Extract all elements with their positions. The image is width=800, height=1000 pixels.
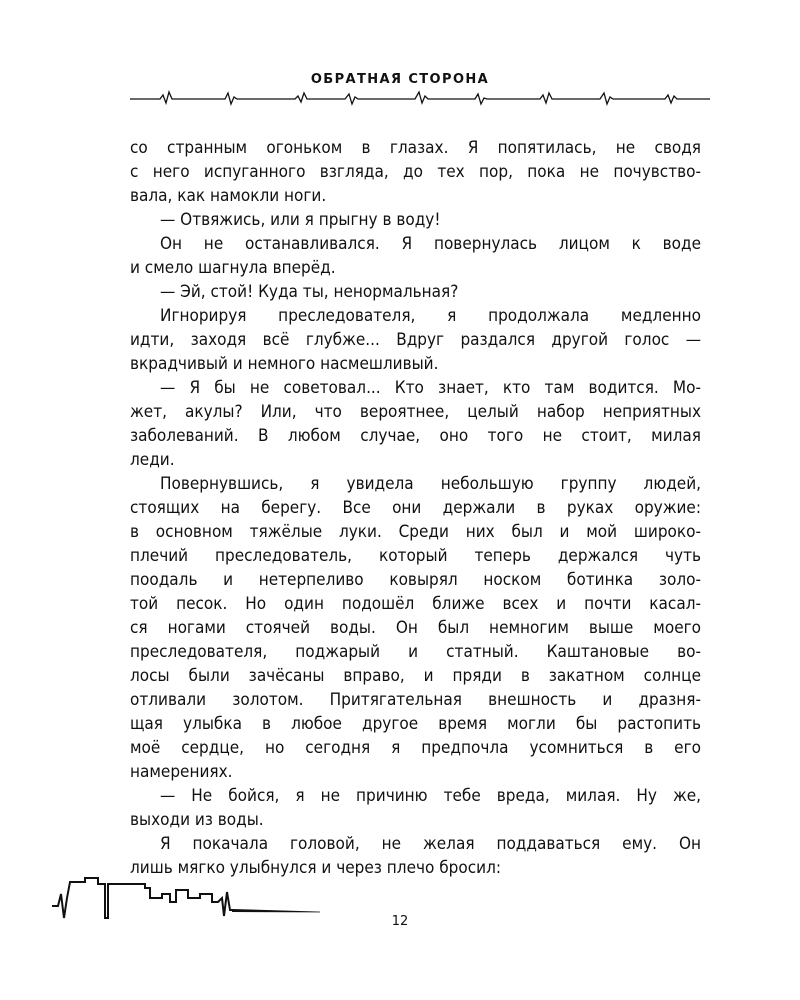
- text-line: лосы были зачёсаны вправо, и пряди в закатном солнце: [130, 666, 701, 686]
- text-line: вала, как намокли ноги.: [130, 186, 327, 206]
- text-line: преследователя, поджарый и статный. Каштановые во-: [130, 642, 701, 662]
- text-line: с него испуганного взгляда, до тех пор, пока не почувство-: [130, 162, 701, 182]
- text-line: отливали золотом. Притягательная внешность и дразня-: [130, 690, 701, 710]
- text-line: плечий преследователь, который теперь держался чуть: [130, 546, 701, 566]
- text-line: и смело шагнула вперёд.: [130, 258, 336, 278]
- text-line: моё сердце, но сегодня я предпочла усомниться в его: [130, 738, 701, 758]
- text-line: лишь мягко улыбнулся и через плечо бросил:: [130, 858, 502, 878]
- text-line: намерениях.: [130, 762, 233, 782]
- text-line: ся ногами стоячей воды. Он был немногим выше моего: [130, 618, 701, 638]
- text-line: — Я бы не советовал... Кто знает, кто там водится. Мо-: [160, 378, 701, 398]
- text-line: Он не останавливался. Я повернулась лицом к воде: [160, 234, 701, 254]
- text-line: леди.: [130, 450, 175, 470]
- text-line: Игнорируя преследователя, я продолжала медленно: [160, 306, 701, 326]
- header-heartbeat-line: [130, 86, 710, 110]
- text-line: Повернувшись, я увидела небольшую группу людей,: [160, 474, 701, 494]
- text-line: жет, акулы? Или, что вероятнее, целый набор неприятных: [130, 402, 701, 422]
- text-line: стоящих на берегу. Все они держали в руках оружие:: [130, 498, 701, 518]
- text-line: Я покачала головой, не желая поддаваться ему. Он: [160, 834, 701, 854]
- body-text: [130, 136, 701, 880]
- text-line: щая улыбка в любое другое время могли бы растопить: [130, 714, 701, 734]
- text-line: — Не бойся, я не причиню тебе вреда, милая. Ну же,: [160, 786, 701, 806]
- text-line: поодаль и нетерпеливо ковырял носком ботинка золо-: [130, 570, 701, 590]
- text-line: вкрадчивый и немного насмешливый.: [130, 354, 439, 374]
- text-line: выходи из воды.: [130, 810, 264, 830]
- text-line: той песок. Но один подошёл ближе всех и почти касал-: [130, 594, 701, 614]
- text-line: со странным огоньком в глазах. Я попятилась, не сводя: [130, 138, 701, 158]
- text-line: в основном тяжёлые луки. Среди них был и мой широко-: [130, 522, 701, 542]
- text-line: — Эй, стой! Куда ты, ненормальная?: [160, 282, 459, 302]
- text-line: идти, заходя всё глубже... Вдруг раздался другой голос —: [130, 330, 701, 350]
- text-line: заболеваний. В любом случае, оно того не стоит, милая: [130, 426, 701, 446]
- running-header-title: ОБРАТНАЯ СТОРОНА: [310, 72, 490, 87]
- page-number: 12: [391, 914, 409, 929]
- text-line: — Отвяжись, или я прыгну в воду!: [160, 210, 441, 230]
